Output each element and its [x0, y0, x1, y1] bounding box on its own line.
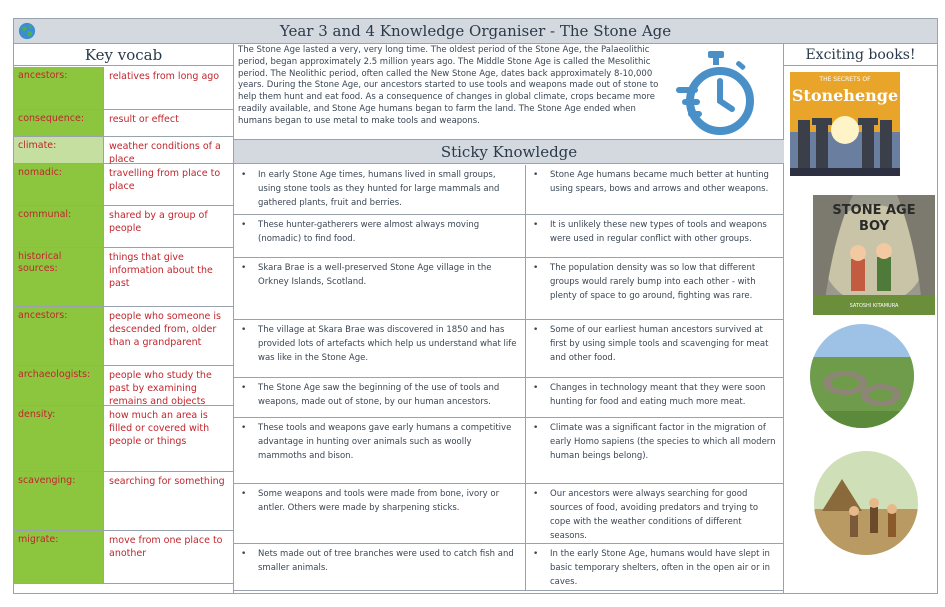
knowledge-organiser	[13, 18, 938, 594]
vocab-definition: relatives from long ago	[109, 71, 220, 82]
sticky-fact-text: Climate was a significant factor in the migration of early Homo sapiens (the species to which all modern human beings belong).	[550, 423, 776, 461]
vocab-row	[14, 531, 233, 584]
sticky-fact-left	[234, 484, 526, 543]
sticky-fact-left	[234, 258, 526, 319]
sticky-fact-text: The population density was so low that different groups would rarely bump into each other - with plenty of space to go around, fighting was rare.	[550, 263, 756, 301]
vocab-definition: travelling from place to place	[109, 168, 221, 192]
bullet-icon: •	[533, 383, 539, 393]
sticky-fact-text: It is unlikely these new types of tools and weapons were used in regular conflict with other groups.	[550, 220, 767, 244]
vocab-term: ancestors:	[14, 307, 104, 365]
bullet-icon: •	[241, 325, 247, 335]
sticky-fact-text: The village at Skara Brae was discovered in 1850 and has provided lots of artefacts which help us understand what life was like in the Stone Age.	[258, 325, 517, 363]
sticky-fact-text: Some of our earliest human ancestors survived at first by using simple tools and scavenging for meat and other food.	[550, 325, 769, 363]
sticky-fact-right	[526, 215, 784, 257]
books-heading: Exciting books!	[784, 44, 937, 66]
sticky-fact-left	[234, 215, 526, 257]
sticky-fact-left	[234, 378, 526, 417]
bullet-icon: •	[533, 170, 539, 180]
sticky-fact-text: These hunter-gatherers were almost always moving (nomadic) to find food.	[258, 220, 480, 244]
vocab-term: ancestors:	[14, 67, 104, 109]
sticky-row	[234, 165, 784, 215]
vocab-definition: things that give information about the past	[109, 252, 213, 289]
vocab-definition: searching for something	[109, 476, 225, 487]
vocab-term: historical sources:	[14, 248, 104, 306]
sticky-row	[234, 378, 784, 418]
vocab-row	[14, 248, 233, 307]
sticky-row	[234, 484, 784, 544]
sticky-row	[234, 320, 784, 378]
bullet-icon: •	[533, 220, 539, 230]
vocab-row	[14, 164, 233, 206]
sticky-fact-text: Changes in technology meant that they were soon hunting for food and eating much more meat.	[550, 383, 766, 407]
bullet-icon: •	[241, 220, 247, 230]
sticky-fact-right	[526, 484, 784, 543]
sticky-fact-right	[526, 320, 784, 377]
sticky-fact-text: These tools and weapons gave early humans a competitive advantage in hunting over animals such as woolly mammoths and bison.	[258, 423, 512, 461]
vocab-term: communal:	[14, 206, 104, 247]
bullet-icon: •	[533, 489, 539, 499]
book-author: SATOSHI KITAMURA	[849, 303, 899, 309]
sticky-fact-left	[234, 320, 526, 377]
sticky-row	[234, 544, 784, 591]
sticky-row	[234, 418, 784, 484]
vocab-term: consequence:	[14, 110, 104, 136]
stonehenge-book-cover	[790, 72, 900, 176]
sticky-fact-text: Nets made out of tree branches were used to catch fish and smaller animals.	[258, 549, 514, 573]
page-title: Year 3 and 4 Knowledge Organiser - The Stone Age	[279, 22, 672, 40]
sticky-fact-right	[526, 165, 784, 214]
sticky-fact-right	[526, 544, 784, 590]
book-title-line2: Stonehenge	[791, 86, 899, 105]
vocab-term: climate:	[14, 137, 104, 163]
sticky-fact-left	[234, 165, 526, 214]
vocab-heading: Key vocab	[14, 44, 233, 66]
bullet-icon: •	[533, 325, 539, 335]
vocab-definition: weather conditions of a place	[109, 141, 221, 165]
vocab-definition: result or effect	[109, 114, 179, 125]
sticky-fact-text: The Stone Age saw the beginning of the use of tools and weapons, made out of stone, by our human ancestors.	[258, 383, 500, 407]
stone-age-boy-book-cover	[813, 195, 935, 315]
vocab-row	[14, 366, 233, 406]
title-bar	[14, 19, 937, 44]
vocab-definition: shared by a group of people	[109, 210, 208, 234]
bullet-icon: •	[241, 263, 247, 273]
vocab-definition: people who study the past by examining remains and objects	[109, 370, 212, 407]
vocab-term: density:	[14, 406, 104, 471]
sticky-fact-text: In the early Stone Age, humans would have slept in basic temporary shelters, often in the open air or in caves.	[550, 549, 771, 587]
bullet-icon: •	[533, 263, 539, 273]
sticky-row	[234, 258, 784, 320]
sticky-fact-left	[234, 418, 526, 483]
vocab-row	[14, 307, 233, 366]
bullet-icon: •	[241, 489, 247, 499]
sticky-fact-text: Skara Brae is a well-preserved Stone Age village in the Orkney Islands, Scotland.	[258, 263, 492, 287]
bullet-icon: •	[241, 549, 247, 559]
vocab-term: migrate:	[14, 531, 104, 583]
vocab-term: archaeologists:	[14, 366, 104, 405]
vocab-definition: move from one place to another	[109, 535, 223, 559]
vocab-term: scavenging:	[14, 472, 104, 530]
book-title-line1: STONE AGE	[832, 203, 916, 218]
vocab-row	[14, 137, 233, 164]
stopwatch-icon	[674, 49, 756, 141]
book-title-line1: THE SECRETS OF	[819, 76, 871, 83]
vocab-row	[14, 472, 233, 531]
sticky-fact-right	[526, 418, 784, 483]
sticky-row	[234, 215, 784, 258]
bullet-icon: •	[533, 549, 539, 559]
sticky-fact-right	[526, 378, 784, 417]
vocab-row	[14, 406, 233, 472]
sticky-fact-text: Stone Age humans became much better at hunting using spears, bows and arrows and other weapons.	[550, 170, 769, 194]
vocab-definition: people who someone is descended from, older than a grandparent	[109, 311, 221, 348]
stone-age-scene-illustration	[812, 449, 920, 557]
skara-brae-photo	[807, 321, 917, 431]
sticky-fact-text: Some weapons and tools were made from bone, ivory or antler. Others were made by sharpening sticks.	[258, 489, 500, 513]
book-title-line2: BOY	[859, 219, 889, 234]
sticky-fact-right	[526, 258, 784, 319]
vocab-definition: how much an area is filled or covered with people or things	[109, 410, 210, 447]
vocab-row	[14, 206, 233, 248]
sticky-fact-text: In early Stone Age times, humans lived in small groups, using stone tools as they hunted for large mammals and gathered plants, fruit and berries.	[258, 170, 500, 208]
bullet-icon: •	[241, 170, 247, 180]
vocab-row	[14, 67, 233, 110]
intro-paragraph: The Stone Age lasted a very, very long time. The oldest period of the Stone Age, the Palaeolithic period, began approximately 2.5 million years ago. The Middle Stone Age is called the Mesolithic period. The Neolithic period, often called the New Stone Age, dates back approximately 8-10,000 years. During the Stone Age, our ancestors started to use tools and weapons made out of stone to help them hunt and eat food. As a consequence of changes in global climate, crops became more readily available, and Stone Age humans began to farm the land. The Stone Age ended when humans began to use metal to make tools and weapons.	[238, 45, 659, 126]
sticky-knowledge-heading: Sticky Knowledge	[234, 139, 784, 164]
sticky-fact-left	[234, 544, 526, 590]
vocab-term: nomadic:	[14, 164, 104, 205]
vocab-row	[14, 110, 233, 137]
bullet-icon: •	[241, 383, 247, 393]
bullet-icon: •	[241, 423, 247, 433]
sticky-fact-text: Our ancestors were always searching for good sources of food, avoiding predators and trying to cope with the weather conditions of different seasons.	[550, 489, 759, 541]
bullet-icon: •	[533, 423, 539, 433]
